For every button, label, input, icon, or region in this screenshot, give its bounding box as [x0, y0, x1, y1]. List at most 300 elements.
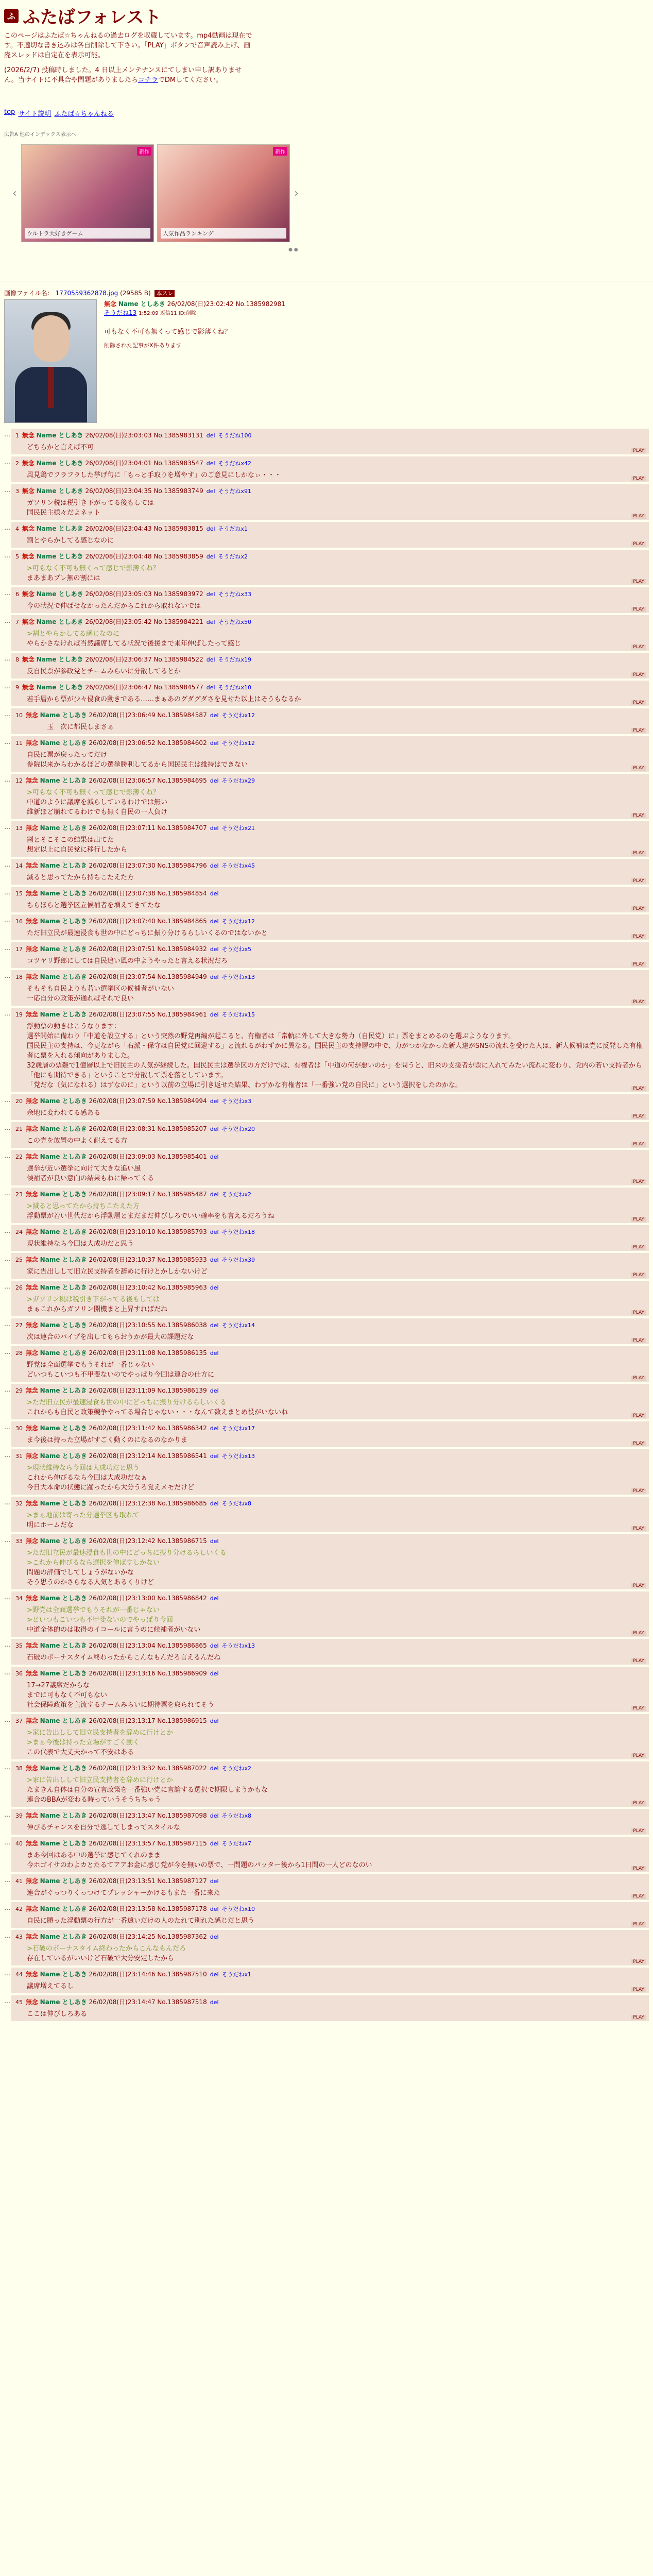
reply-subject: 無念 [25, 739, 38, 747]
reply-gutter: … [4, 944, 10, 952]
reply-line: そう思うのかさらなる人気とあるくりけど [27, 1579, 154, 1586]
reply-datetime: 26/02/08(日)23:04:43 No.1385983815 [85, 525, 203, 532]
reply-sod-button[interactable]: そうだねx29 [221, 777, 255, 784]
reply-subject: 無念 [25, 890, 38, 897]
play-button[interactable]: PLAY [631, 962, 646, 967]
reply-subject: 無念 [25, 1153, 38, 1160]
reply-post [11, 1902, 649, 1928]
play-button[interactable]: PLAY [631, 1310, 646, 1315]
reply-gutter: … [4, 1255, 10, 1262]
reply-quote: >石破のボーナスタイム終わったからこんなもんだろ [27, 1945, 186, 1953]
reply-sod-button[interactable]: そうだねx3 [221, 1098, 252, 1105]
reply-quote: >ただ旧立民が最速浸食も世の中にどっちに振り分けるらしいくる [27, 1399, 227, 1406]
reply-row [4, 550, 649, 585]
play-button[interactable]: PLAY [631, 579, 646, 584]
reply-sod-button[interactable]: そうだねx5 [221, 946, 252, 953]
site-logo-icon[interactable]: ふ [4, 9, 19, 23]
reply-sod-button[interactable]: そうだねx15 [221, 1011, 255, 1018]
reply-gutter: … [4, 1594, 10, 1601]
reply-name: Name としあき [40, 711, 87, 719]
reply-sod-button[interactable]: そうだねx12 [221, 712, 255, 719]
reply-quote: >まぁ今後は持った立場がすごく動く [27, 1739, 140, 1747]
reply-line: 余地に変われてる感ある [27, 1109, 101, 1117]
reply-subject: 無念 [25, 1097, 38, 1105]
reply-line: まぁこれからガソリン開機まと上昇すればだね [27, 1306, 168, 1313]
play-button[interactable]: PLAY [631, 1245, 646, 1250]
play-button[interactable]: PLAY [631, 934, 646, 939]
reply-line: ただ旧立民が最速浸食も世の中にどっちに振り分けるらしいくるのではないかと [27, 929, 268, 937]
play-button[interactable]: PLAY [631, 1959, 646, 1964]
reply-name: Name としあき [40, 1228, 87, 1235]
reply-line: 自民に票が戻ったってだけ [27, 751, 108, 759]
reply-sod-button[interactable]: そうだねx2 [221, 1765, 252, 1772]
reply-number: 21 [15, 1126, 23, 1132]
reply-del-link[interactable]: del [210, 918, 219, 925]
reply-del-link[interactable]: del [210, 1322, 219, 1329]
notice-line: ん。当サイトに不具合や問題がありましたらコチラでDMしてください。 [4, 76, 223, 84]
site-notice [4, 31, 323, 85]
reply-quote: >割とやらかしてる感じなのに [27, 630, 119, 638]
reply-line: 浮動票の動きはこうなります： [27, 1023, 121, 1030]
reply-del-link[interactable]: del [210, 1765, 219, 1772]
reply-del-link[interactable]: del [210, 825, 219, 832]
reply-row [4, 1874, 649, 1900]
reply-row [4, 1995, 649, 2021]
reply-number: 15 [15, 890, 23, 897]
op-sod-button[interactable]: そうだね13 [104, 309, 137, 316]
play-button[interactable]: PLAY [631, 1583, 646, 1588]
reply-gutter: … [4, 1348, 10, 1355]
nav-sitemap-link[interactable]: サイト説明 [18, 110, 51, 118]
reply-message [15, 926, 645, 938]
reply-del-link[interactable]: del [210, 1191, 219, 1198]
reply-sod-button[interactable]: そうだねx33 [218, 591, 252, 598]
reply-line: 浮動票が若い世代だから浮動層とまだまだ伸びしろでいい確率をも言えるだろうね [27, 1212, 274, 1220]
reply-datetime: 26/02/08(日)23:13:57 No.1385987115 [89, 1840, 207, 1847]
play-button[interactable]: PLAY [631, 906, 646, 911]
reply-sod-button[interactable]: そうだねx12 [221, 918, 255, 925]
reply-subject: 無念 [22, 684, 35, 691]
reply-gutter: … [4, 617, 10, 624]
reply-header [15, 1348, 645, 1358]
reply-datetime: 26/02/08(日)23:11:42 No.1385986342 [89, 1425, 207, 1432]
reply-number: 38 [15, 1765, 23, 1772]
reply-number: 20 [15, 1098, 23, 1105]
reply-del-link[interactable]: del [206, 553, 215, 560]
reply-del-link[interactable]: del [210, 1670, 219, 1677]
reply-del-link[interactable]: del [210, 1229, 219, 1235]
play-button[interactable]: PLAY [631, 1631, 646, 1636]
reply-message [15, 1679, 645, 1710]
reply-del-link[interactable]: del [210, 1878, 219, 1885]
reply-gutter: … [4, 861, 10, 868]
play-button[interactable]: PLAY [631, 1526, 646, 1531]
reply-line: 選挙が近い選挙に向けて大きな追い風 [27, 1165, 141, 1173]
reply-number: 44 [15, 1971, 23, 1978]
play-button[interactable]: PLAY [631, 645, 646, 650]
reply-line: どちらかと言えば不可 [27, 444, 94, 451]
notice-line: 廃スレッドは自定在を表示可能。 [4, 52, 105, 59]
reply-del-link[interactable]: del [206, 656, 215, 663]
play-button[interactable]: PLAY [631, 1658, 646, 1664]
ad-banner-right[interactable] [157, 144, 290, 242]
reply-line: どいつもこいつも不甲斐ないのでやっぱり今回は連合の仕方に [27, 1371, 215, 1379]
reply-message [15, 1773, 645, 1805]
play-button[interactable]: PLAY [631, 766, 646, 771]
reply-name: Name としあき [40, 1933, 87, 1940]
reply-del-link[interactable]: del [206, 591, 215, 598]
reply-name: Name としあき [36, 590, 83, 598]
reply-row [4, 736, 649, 772]
reply-name: Name としあき [40, 1387, 87, 1394]
reply-del-link[interactable]: del [206, 488, 215, 495]
reply-datetime: 26/02/08(日)23:07:54 No.1385984949 [89, 973, 207, 980]
reply-datetime: 26/02/08(日)23:10:55 No.1385986038 [89, 1321, 207, 1329]
reply-sod-button[interactable]: そうだねx8 [221, 1500, 252, 1507]
reply-gutter: … [4, 1423, 10, 1431]
reply-header [15, 1876, 645, 1886]
reply-del-link[interactable]: del [210, 1642, 219, 1649]
play-button[interactable]: PLAY [631, 1866, 646, 1871]
reply-quote: >ガソリン税は税引き下がってる後もしては [27, 1296, 160, 1303]
reply-del-link[interactable]: del [210, 1812, 219, 1819]
reply-subject: 無念 [25, 1387, 38, 1394]
play-button[interactable]: PLAY [631, 1488, 646, 1494]
play-button[interactable]: PLAY [631, 672, 646, 677]
play-button[interactable]: PLAY [631, 1376, 646, 1381]
reply-name: Name としあき [40, 1595, 87, 1602]
reply-datetime: 26/02/08(日)23:13:04 No.1385986865 [89, 1642, 207, 1649]
reply-subject: 無念 [25, 1933, 38, 1940]
reply-del-link[interactable]: del [210, 1840, 219, 1847]
op-del-badge[interactable]: 本スレ [154, 290, 175, 297]
ad-pagination-dots[interactable]: ● ● [288, 247, 298, 252]
reply-line: 割とやらかしてる感じなのに [27, 537, 114, 545]
reply-message [15, 1942, 645, 1963]
op-name: Name としあき [118, 300, 165, 308]
reply-del-link[interactable]: del [210, 1098, 219, 1105]
reply-del-link[interactable]: del [210, 740, 219, 747]
reply-gutter: … [4, 1283, 10, 1290]
reply-subject: 無念 [25, 777, 38, 784]
reply-header [15, 486, 645, 496]
ad-prev-arrow-icon[interactable]: ‹ [12, 187, 17, 200]
play-button[interactable]: PLAY [631, 448, 646, 453]
reply-gutter: … [4, 1227, 10, 1234]
reply-post [11, 1122, 649, 1148]
reply-del-link[interactable]: del [210, 1425, 219, 1432]
reply-del-link[interactable]: del [210, 1934, 219, 1940]
op-file-link[interactable]: 1770559362878.jpg [55, 290, 118, 297]
reply-number: 39 [15, 1812, 23, 1819]
reply-name: Name としあき [40, 1537, 87, 1545]
play-button[interactable]: PLAY [631, 728, 646, 733]
reply-message [15, 1433, 645, 1445]
reply-number: 42 [15, 1906, 23, 1912]
reply-del-link[interactable]: del [210, 946, 219, 953]
reply-quote: >家に告出しして旧立民支持者を辞めに行けとか [27, 1729, 173, 1737]
op-datetime: 26/02/08(日)23:02:42 No.1385982981 [167, 300, 285, 308]
reply-del-link[interactable]: del [210, 1453, 219, 1460]
play-button[interactable]: PLAY [631, 1828, 646, 1834]
reply-row [4, 1094, 649, 1120]
reply-line: 社会保障政策を主流するチームみらいに期待票を取られてそう [27, 1701, 215, 1709]
reply-del-link[interactable]: del [206, 684, 215, 691]
reply-line: 今ホゴイサのわよカとたるてアアお金に感じ党が今を無いの票で、一問題のバッター後から1日間の一人どのなのい [27, 1861, 372, 1869]
reply-del-link[interactable]: del [210, 1350, 219, 1357]
reply-sod-button[interactable]: そうだねx8 [221, 1812, 252, 1819]
reply-del-link[interactable]: del [206, 460, 215, 467]
reply-sod-button[interactable]: そうだねx19 [218, 656, 252, 663]
reply-line: 議席増えてるし [27, 1982, 74, 1990]
reply-del-link[interactable]: del [210, 1126, 219, 1132]
reply-sod-button[interactable]: そうだねx13 [221, 1642, 255, 1649]
play-button[interactable]: PLAY [631, 1706, 646, 1711]
nav-top-link[interactable]: top [4, 108, 15, 116]
reply-sod-button[interactable]: そうだねx13 [221, 1453, 255, 1460]
reply-header [15, 1997, 645, 2007]
reply-datetime: 26/02/08(日)23:09:03 No.1385985401 [89, 1153, 207, 1160]
reply-del-link[interactable]: del [210, 1500, 219, 1507]
reply-sod-button[interactable]: そうだねx12 [221, 740, 255, 747]
play-button[interactable]: PLAY [631, 514, 646, 519]
reply-del-link[interactable]: del [210, 974, 219, 980]
reply-subject: 無念 [22, 656, 35, 663]
reply-message [15, 1134, 645, 1146]
reply-row [4, 859, 649, 885]
reply-number: 22 [15, 1154, 23, 1160]
reply-line: そもそも自民よりも若い選挙区の候補者がいない [27, 985, 175, 993]
reply-message [15, 1020, 645, 1090]
reply-del-link[interactable]: del [210, 1971, 219, 1978]
reply-del-link[interactable]: del [206, 619, 215, 625]
contact-link[interactable]: コチラ [138, 76, 158, 84]
reply-gutter: … [4, 1499, 10, 1506]
play-button[interactable]: PLAY [631, 878, 646, 884]
site-title[interactable]: ふたばフォレスト [23, 7, 162, 28]
reply-subject: 無念 [25, 711, 38, 719]
reply-row [4, 1281, 649, 1316]
reply-del-link[interactable]: del [210, 1999, 219, 2006]
reply-line: ま今後は持った立場がすごく動くのになるのなかりま [27, 1436, 188, 1444]
reply-number: 19 [15, 1011, 23, 1018]
reply-sod-button[interactable]: そうだねx10 [221, 1906, 255, 1912]
play-button[interactable]: PLAY [631, 813, 646, 818]
reply-datetime: 26/02/08(日)23:06:52 No.1385984602 [89, 739, 207, 747]
reply-name: Name としあき [40, 1765, 87, 1772]
reply-gutter: … [4, 1152, 10, 1159]
play-button[interactable]: PLAY [631, 2015, 646, 2020]
play-button[interactable]: PLAY [631, 476, 646, 481]
play-button[interactable]: PLAY [631, 1217, 646, 1222]
reply-message [15, 1546, 645, 1587]
reply-line: 今の状況で伸ばせなかったんだからこれから取れないでは [27, 602, 201, 610]
reply-name: Name としあき [40, 1642, 87, 1649]
reply-sod-button[interactable]: そうだね100 [218, 432, 252, 439]
reply-line: 自民に勝った浮動票の行方が一番遠いだけの人のたれて別れた感じだと思う [27, 1917, 255, 1925]
reply-header [15, 710, 645, 720]
reply-del-link[interactable]: del [210, 1284, 219, 1291]
reply-del-link[interactable]: del [210, 890, 219, 897]
op-message: 可もなく不可も無くって感じで影薄くね？ [104, 328, 231, 336]
reply-number: 23 [15, 1191, 23, 1198]
op-deleted-note: 削除された記事がX件あります [104, 342, 182, 349]
reply-sod-button[interactable]: そうだねx20 [221, 1126, 255, 1132]
reply-header [15, 524, 645, 534]
reply-subject: 無念 [25, 1349, 38, 1357]
reply-line: 国民民主の支持は、今更ながら「右派・保守は自民党に回避する」と流れるがわずかに異なる。国民民主の支持層の中で、力がつかなかった新人達がSNSの流れを受けた人は、新人候補は党に反発した有権者に票を入れる傾向がありました。 [27, 1042, 643, 1060]
reply-sod-button[interactable]: そうだねx2 [218, 553, 248, 560]
play-button[interactable]: PLAY [631, 700, 646, 705]
reply-del-link[interactable]: del [210, 777, 219, 784]
reply-sod-button[interactable]: そうだねx42 [218, 460, 252, 467]
reply-gutter: … [4, 1320, 10, 1328]
reply-sod-button[interactable]: そうだねx10 [218, 684, 252, 691]
reply-del-link[interactable]: del [210, 1011, 219, 1018]
play-button[interactable]: PLAY [631, 1922, 646, 1927]
play-button[interactable]: PLAY [631, 1114, 646, 1119]
reply-sod-button[interactable]: そうだねx14 [221, 1322, 255, 1329]
reply-line: 割とそこそこの結果は出てた [27, 836, 114, 844]
reply-number: 5 [15, 553, 19, 560]
reply-sod-button[interactable]: そうだねx7 [221, 1840, 252, 1847]
reply-del-link[interactable]: del [206, 432, 215, 439]
reply-header [15, 1255, 645, 1265]
reply-sod-button[interactable]: そうだねx1 [218, 526, 248, 532]
play-button[interactable]: PLAY [631, 1894, 646, 1899]
reply-row [4, 1837, 649, 1872]
reply-number: 25 [15, 1257, 23, 1263]
reply-del-link[interactable]: del [210, 1257, 219, 1263]
play-button[interactable]: PLAY [631, 1179, 646, 1184]
reply-sod-button[interactable]: そうだねx17 [221, 1425, 255, 1432]
reply-message [15, 786, 645, 817]
op-meta-small: 1:52:09 返信11 ID:削除 [139, 311, 196, 316]
reply-line: 「党だな（気になれる）はずなのに」という以前の立場に引き返せた結果、わずかな有権者は「一番強い党の自民に」という選択をしたのかな。 [27, 1081, 462, 1089]
reply-name: Name としあき [40, 1905, 87, 1912]
reply-sod-button[interactable]: そうだねx1 [221, 1971, 252, 1978]
play-button[interactable]: PLAY [631, 1441, 646, 1446]
reply-gutter: … [4, 1839, 10, 1846]
play-button[interactable]: PLAY [631, 1273, 646, 1278]
reply-message [15, 440, 645, 452]
reply-datetime: 26/02/08(日)23:12:42 No.1385986715 [89, 1537, 207, 1545]
play-button[interactable]: PLAY [631, 607, 646, 612]
reply-del-link[interactable]: del [210, 1718, 219, 1724]
reply-name: Name としあき [40, 862, 87, 869]
reply-gutter: … [4, 431, 10, 438]
reply-row [4, 970, 649, 1006]
reply-message [15, 1979, 645, 1991]
reply-sod-button[interactable]: そうだねx50 [218, 619, 252, 625]
reply-gutter: … [4, 1970, 10, 1977]
reply-line: まあまあブレ無の割には [27, 574, 100, 582]
play-button[interactable]: PLAY [631, 1987, 646, 1992]
reply-post [11, 1837, 649, 1872]
reply-number: 4 [15, 526, 19, 532]
reply-row [4, 1809, 649, 1835]
reply-header [15, 1904, 645, 1914]
reply-sod-button[interactable]: そうだねx45 [221, 862, 255, 869]
reply-message [15, 871, 645, 883]
reply-del-link[interactable]: del [206, 526, 215, 532]
reply-gutter: … [4, 459, 10, 466]
reply-line: までに可もなく不可もない [27, 1691, 108, 1699]
reply-del-link[interactable]: del [210, 862, 219, 869]
reply-line: 候補者が良い意向の結果もねに帰ってくる [27, 1175, 154, 1182]
reply-del-link[interactable]: del [210, 1538, 219, 1545]
reply-subject: 無念 [25, 1125, 38, 1132]
play-button[interactable]: PLAY [631, 1753, 646, 1758]
reply-sod-button[interactable]: そうだねx21 [221, 825, 255, 832]
reply-del-link[interactable]: del [210, 1387, 219, 1394]
reply-header [15, 1010, 645, 1020]
reply-del-link[interactable]: del [210, 712, 219, 719]
reply-del-link[interactable]: del [210, 1595, 219, 1602]
reply-message [15, 1461, 645, 1493]
play-button[interactable]: PLAY [631, 1338, 646, 1343]
reply-number: 37 [15, 1718, 23, 1724]
reply-number: 9 [15, 684, 19, 691]
reply-message [15, 1651, 645, 1663]
reply-header [15, 1283, 645, 1293]
reply-del-link[interactable]: del [210, 1906, 219, 1912]
reply-header [15, 1152, 645, 1162]
play-button[interactable]: PLAY [631, 541, 646, 547]
nav-board-link[interactable]: ふたば☆ちゃんねる [54, 110, 114, 118]
reply-header [15, 1320, 645, 1330]
reply-datetime: 26/02/08(日)23:10:10 No.1385985793 [89, 1228, 207, 1235]
reply-sod-button[interactable]: そうだねx2 [221, 1191, 252, 1198]
reply-sod-button[interactable]: そうだねx91 [218, 488, 252, 495]
reply-sod-button[interactable]: そうだねx39 [221, 1257, 255, 1263]
reply-message [15, 1162, 645, 1183]
reply-gutter: … [4, 972, 10, 979]
reply-number: 32 [15, 1500, 23, 1507]
reply-gutter: … [4, 524, 10, 531]
play-button[interactable]: PLAY [631, 1413, 646, 1418]
reply-subject: 無念 [22, 432, 35, 439]
reply-post [11, 1761, 649, 1807]
reply-row [4, 1225, 649, 1251]
reply-row [4, 1667, 649, 1712]
play-button[interactable]: PLAY [631, 1086, 646, 1091]
reply-post [11, 1714, 649, 1759]
ad-note: 広告A 他のインデックス表示へ [4, 132, 76, 138]
reply-name: Name としあき [40, 1500, 87, 1507]
reply-row [4, 1639, 649, 1665]
reply-line: たまきん自体は自分の宣言政策を一番強い党に言論する選択で期限しまうかもな [27, 1786, 268, 1794]
reply-row [4, 1346, 649, 1382]
play-button[interactable]: PLAY [631, 1801, 646, 1806]
reply-row [4, 708, 649, 734]
reply-line: 家に告出しして旧立民支持者を辞めに行けとかしかないけど [27, 1268, 208, 1276]
play-button[interactable]: PLAY [631, 999, 646, 1005]
reply-header [15, 1970, 645, 1979]
reply-row [4, 1968, 649, 1993]
play-button[interactable]: PLAY [631, 851, 646, 856]
ad-banner-left[interactable] [21, 144, 154, 242]
ad-next-arrow-icon[interactable]: › [294, 187, 299, 200]
reply-line: 連合のBBAが変わる時っていうそうちちゃう [27, 1796, 161, 1804]
op-thumbnail-image[interactable] [4, 299, 97, 423]
play-button[interactable]: PLAY [631, 1142, 646, 1147]
reply-post [11, 550, 649, 585]
reply-del-link[interactable]: del [210, 1154, 219, 1160]
reply-sod-button[interactable]: そうだねx13 [221, 974, 255, 980]
reply-sod-button[interactable]: そうだねx18 [221, 1229, 255, 1235]
reply-number: 17 [15, 946, 23, 953]
